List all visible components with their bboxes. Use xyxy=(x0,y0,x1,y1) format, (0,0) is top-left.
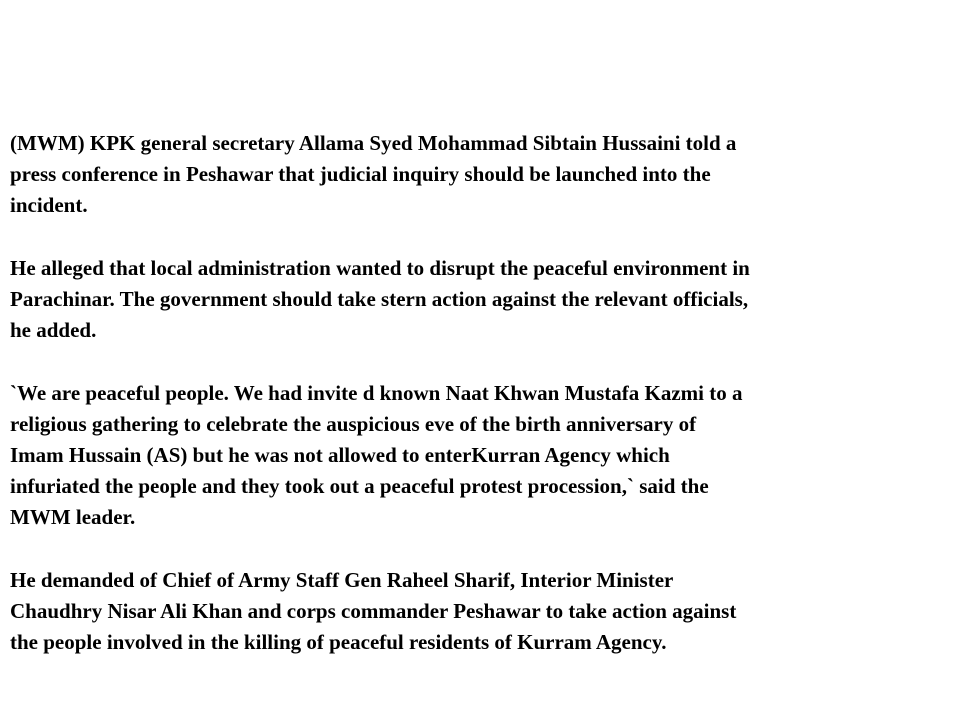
text-line: (MWM) KPK general secretary Allama Syed Mohammad Sibtain Hussaini told a xyxy=(10,131,737,155)
text-line: Chaudhry Nisar Ali Khan and corps commander Peshawar to take action against xyxy=(10,599,737,623)
paragraph-action-demand xyxy=(10,565,958,658)
text-line: He alleged that local administration wanted to disrupt the peaceful environment in xyxy=(10,256,750,280)
text-line: religious gathering to celebrate the auspicious eve of the birth anniversary of xyxy=(10,412,697,436)
text-line: MWM leader. xyxy=(10,505,136,529)
text-line: Imam Hussain (AS) but he was not allowed to enterKurran Agency which xyxy=(10,443,670,467)
paragraph-peaceful-people-quote xyxy=(10,378,958,533)
paragraph-inquiry-demand xyxy=(10,128,958,221)
text-line: he added. xyxy=(10,318,97,342)
text-line: Parachinar. The government should take stern action against the relevant officials, xyxy=(10,287,749,311)
text-line: incident. xyxy=(10,193,88,217)
paragraph-administration-allegation xyxy=(10,253,958,346)
text-line: `We are peaceful people. We had invite d known Naat Khwan Mustafa Kazmi to a xyxy=(10,381,743,405)
text-line: press conference in Peshawar that judicial inquiry should be launched into the xyxy=(10,162,711,186)
text-line: infuriated the people and they took out a peaceful protest procession,` said the xyxy=(10,474,709,498)
text-line: the people involved in the killing of peaceful residents of Kurram Agency. xyxy=(10,630,667,654)
document-body xyxy=(10,128,958,658)
text-line: He demanded of Chief of Army Staff Gen Raheel Sharif, Interior Minister xyxy=(10,568,674,592)
